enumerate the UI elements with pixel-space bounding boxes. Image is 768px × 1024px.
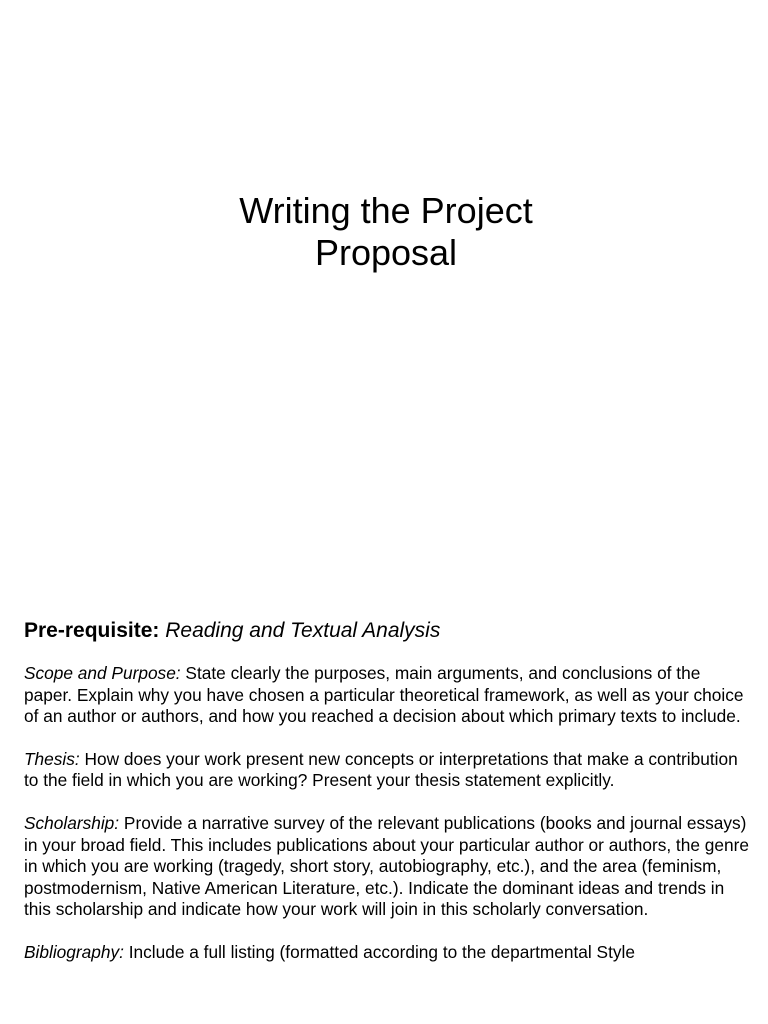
section-body: Include a full listing (formatted according to the departmental Style [128,941,635,962]
section-bibliography [24,942,749,964]
prerequisite-label: Pre-requisite: [24,619,160,642]
section-scholarship [24,813,749,921]
section-scope-and-purpose [24,663,749,728]
prerequisite [24,617,749,645]
document-body [24,617,749,985]
section-heading: Bibliography: [24,941,124,962]
section-body: Provide a narrative survey of the relevant publications (books and journal essays) in your broad field. This includes publications about your particular author or authors, the genre in which you are working (tragedy, short story, autobiography, etc.), and the area (feminism, postmodernism, Native American Literature, etc.). Indicate the dominant ideas and trends in this scholarship and indicate how your work will join in this scholarly conversation. [24,812,749,920]
section-heading: Thesis: [24,748,80,769]
section-heading: Scope and Purpose: [24,663,181,683]
title-line-1: Writing the Project [239,190,533,231]
section-body: How does your work present new concepts or interpretations that make a contribution to the field in which you are working? Present your thesis statement explicitly. [24,748,738,791]
prerequisite-value: Reading and Textual Analysis [165,619,441,642]
section-body: State clearly the purposes, main arguments, and conclusions of the paper. Explain why you have chosen a particular theoretical framework, as well as your choice of an author or authors, and how you reached a decision about which primary texts to include. [24,663,744,727]
title-line-2: Proposal [314,232,458,273]
section-thesis [24,749,749,792]
section-heading: Scholarship: [24,812,120,833]
document-title [0,190,768,274]
